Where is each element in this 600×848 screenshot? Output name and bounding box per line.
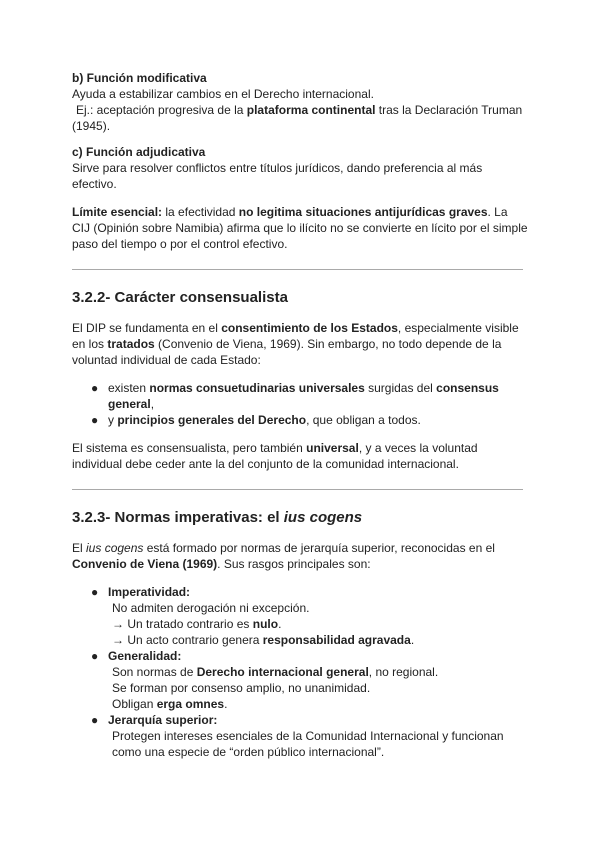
limite-label: Límite esencial: (72, 205, 163, 219)
section-322-title: 3.2.2- Carácter consensualista (72, 289, 288, 306)
item-text: , no regional. (368, 665, 439, 679)
p-text: , especialmente visible en los (72, 321, 519, 351)
section-323-title (72, 508, 528, 528)
limite-text: la efectividad (162, 205, 239, 219)
item-label: Jerarquía superior: (108, 713, 218, 727)
item-text: . (224, 697, 228, 711)
example-text: Ej.: aceptación progresiva de la (76, 103, 247, 117)
p-bold: Convenio de Viena (1969) (72, 557, 218, 571)
section-322-paragraph-2 (72, 440, 528, 472)
li-text: , (150, 397, 155, 411)
item-text: . (278, 617, 282, 631)
li-bold: normas consuetudinarias universales (149, 381, 365, 395)
p-text: está formado por normas de jerarquía superior, reconocidas en el (143, 541, 495, 555)
limite-esencial (72, 204, 528, 252)
section-323-paragraph (72, 540, 528, 572)
example-text-suffix: tras la Declaración Truman (375, 103, 523, 117)
item-line (108, 696, 528, 712)
item-label: Imperatividad: (108, 585, 191, 599)
p-text: , y a veces la voluntad individual debe ceder ante la del conjunto de la comunidad internacional. (72, 441, 478, 471)
li-text: , que obligan a todos. (306, 413, 421, 427)
item-text: → Un tratado contrario es (112, 617, 253, 631)
limite-bold: no legitima situaciones antijurídicas graves (238, 205, 488, 219)
p-bold: universal (306, 441, 359, 455)
p-text: El (72, 541, 87, 555)
p-bold: consentimiento de los Estados (221, 321, 398, 335)
funcion-adjudicativa-text: Sirve para resolver conflictos entre títulos jurídicos, dando preferencia al más efectivo. (72, 161, 483, 191)
funcion-adjudicativa-heading: c) Función adjudicativa (72, 145, 206, 159)
item-text: . (410, 633, 415, 647)
item-line (108, 632, 528, 648)
list-item-generalidad (72, 648, 528, 712)
item-label: Generalidad: (108, 649, 182, 663)
funcion-modificativa-text: Ayuda a estabilizar cambios en el Derecho internacional. (72, 87, 374, 101)
li-bold: consensus general (108, 381, 499, 411)
bullet-icon: ● (91, 585, 99, 599)
item-line: No admiten derogación ni excepción. (112, 601, 310, 615)
item-text: Obligan (112, 697, 157, 711)
p-text: . Sus rasgos principales son: (217, 557, 371, 571)
item-line (108, 616, 528, 632)
funcion-adjudicativa (72, 144, 528, 192)
item-bold: responsabilidad agravada (262, 633, 411, 647)
li-text: surgidas del (364, 381, 437, 395)
p-text: El sistema es consensualista, pero también (72, 441, 307, 455)
p-italic: ius cogens (86, 541, 144, 555)
p-bold: tratados (107, 337, 155, 351)
limite-text-2: . La CIJ (Opinión sobre Namibia) afirma que lo ilícito no se convierte en lícito por el simple paso del tiempo o por el control efectivo. (72, 205, 528, 251)
li-text: y (108, 413, 118, 427)
item-text: → Un acto contrario genera (112, 633, 263, 647)
section-322-list (72, 380, 528, 428)
list-item-jerarquia (72, 712, 528, 760)
section-323-list (72, 584, 528, 760)
bullet-icon: ● (91, 713, 99, 727)
list-item (72, 380, 528, 412)
document-page (72, 70, 528, 760)
title-italic: ius cogens (283, 509, 363, 526)
item-bold: nulo (252, 617, 279, 631)
item-bold: Derecho internacional general (196, 665, 369, 679)
li-text: existen (108, 381, 150, 395)
bullet-icon: ● (91, 413, 99, 427)
funcion-modificativa-year: (1945). (72, 119, 111, 133)
example-bold: plataforma continental (246, 103, 376, 117)
item-line: Se forman por consenso amplio, no unanimidad. (112, 681, 371, 695)
li-bold: principios generales del Derecho (117, 413, 307, 427)
item-line: Protegen intereses esenciales de la Comunidad Internacional y funcionan como una especie de “orden público internacional”. (112, 729, 504, 759)
section-322-paragraph-1 (72, 320, 528, 368)
item-text: Son normas de (112, 665, 197, 679)
p-text: El DIP se fundamenta en el (72, 321, 222, 335)
bullet-icon: ● (91, 381, 99, 395)
p-text: (Convenio de Viena, 1969). Sin embargo, no todo depende de la voluntad individual de cada Estado: (72, 337, 502, 367)
funcion-modificativa-example (72, 102, 528, 118)
item-line (108, 664, 528, 680)
list-item (72, 412, 528, 428)
item-bold: erga omnes (156, 697, 225, 711)
title-text: 3.2.3- Normas imperativas: el (72, 509, 284, 526)
funcion-modificativa-heading: b) Función modificativa (72, 71, 207, 85)
funcion-modificativa (72, 70, 528, 134)
bullet-icon: ● (91, 649, 99, 663)
list-item-imperatividad (72, 584, 528, 648)
